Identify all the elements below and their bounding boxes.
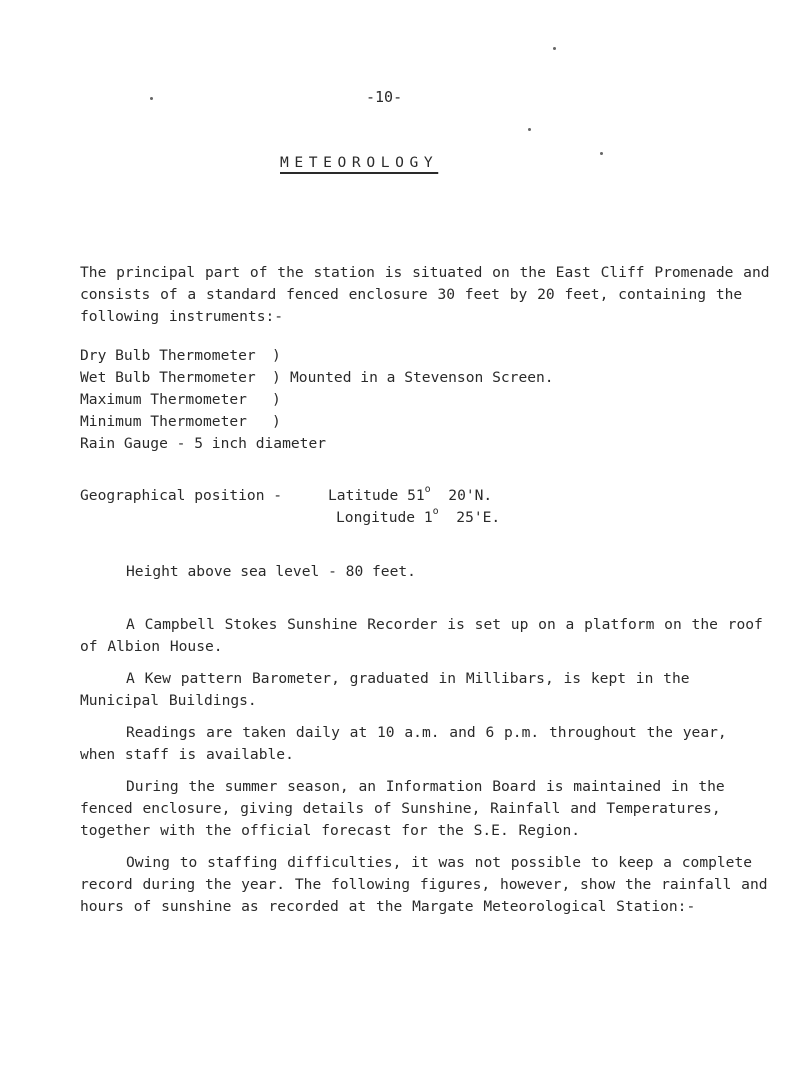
paragraph-information-board: During the summer season, an Information Board is maintained in the fenced enclosure, giving details of Sunshine, Rainfall and Temperatures, together with the official forecast for the S.E. Region. [80,778,725,839]
height-line: Height above sea level - 80 feet. [126,563,416,580]
rain-gauge-line: Rain Gauge - 5 inch diameter [80,435,327,452]
instrument-item: Minimum Thermometer [80,413,247,430]
degree-symbol: o [432,506,439,517]
latitude-label: Latitude [328,487,399,504]
scan-speck [600,152,603,155]
paragraph-readings: Readings are taken daily at 10 a.m. and 6 p.m. throughout the year, when staff is available. [80,724,727,763]
scan-speck [150,97,153,100]
longitude-label: Longitude [336,509,416,526]
paragraph-staffing: Owing to staffing difficulties, it was not possible to keep a complete record during the year. The following figures, however, show the rainfall and hours of sunshine as recorded at the Margate Meteorological Station:- [80,854,768,915]
latitude-degrees: 51 [407,487,425,504]
instrument-item: Dry Bulb Thermometer [80,347,256,364]
longitude-degrees: 1 [423,509,433,526]
section-heading: METEOROLOGY [280,154,439,171]
scan-speck [528,128,531,131]
paragraph-barometer: A Kew pattern Barometer, graduated in Millibars, is kept in the Municipal Buildings. [80,670,690,709]
bracket-mark: ) [272,369,281,386]
geo-longitude [336,507,500,531]
instrument-item: Maximum Thermometer [80,391,247,408]
mounted-note: Mounted in a Stevenson Screen. [290,369,554,386]
paragraph-sunshine-recorder: A Campbell Stokes Sunshine Recorder is set up on a platform on the roof of Albion House. [80,616,763,655]
longitude-minutes: 25'E. [456,509,501,526]
degree-symbol: o [424,484,431,495]
bracket-mark: ) [272,391,281,408]
instrument-item: Wet Bulb Thermometer [80,369,256,386]
latitude-minutes: 20'N. [448,487,493,504]
intro-paragraph: The principal part of the station is situated on the East Cliff Promenade and consists of a standard fenced enclosure 30 feet by 20 feet, containing the following instruments:- [80,264,770,325]
geo-latitude [328,485,492,509]
geo-label: Geographical position - [80,487,283,504]
bracket-mark: ) [272,347,281,364]
bracket-mark: ) [272,413,281,430]
page-number: -10- [366,88,403,106]
scan-speck [553,47,556,50]
